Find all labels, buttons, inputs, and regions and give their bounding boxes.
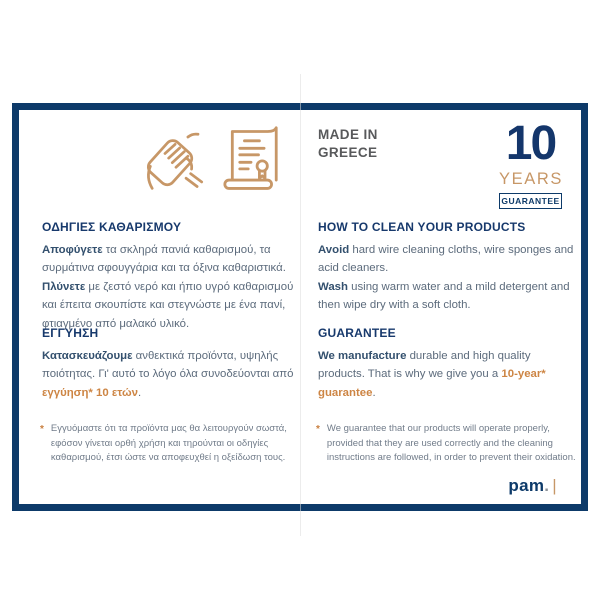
lead-word: Wash	[318, 280, 348, 293]
asterisk-marker: *	[316, 424, 320, 435]
paragraph	[318, 347, 576, 402]
paragraph-text: using warm water and a mild detergent and then wipe dry with a soft cloth.	[318, 280, 570, 312]
section-heading: ΟΔΗΓΙΕΣ ΚΑΘΑΡΙΣΜΟΥ	[42, 220, 182, 234]
ten-years-guarantee-badge	[499, 117, 563, 209]
lead-word: We manufacture	[318, 350, 407, 362]
asterisk-marker: *	[40, 424, 44, 435]
paragraph	[318, 278, 576, 315]
lead-word: Πλύνετε	[42, 280, 86, 293]
section-cleaning-instructions-gr	[42, 220, 304, 333]
paragraph-text: hard wire cleaning cloths, wire sponges and acid cleaners.	[318, 244, 574, 275]
lead-word: Κατασκευάζουμε	[42, 350, 133, 362]
section-heading: GUARANTEE	[318, 326, 396, 340]
paragraph	[318, 241, 576, 278]
paragraph-text: με ζεστό νερό και ήπιο υγρό καθαρισμού και έπειτα σκουπίστε και στεγνώστε με ένα πανί, φτιαγμένο από μαλακό υλικό.	[42, 280, 294, 330]
footnote-text: We guarantee that our products will operate properly, provided that they are used correctly and the cleaning instructions are followed, in order to prevent their oxidation.	[326, 423, 576, 464]
certificate-icon	[221, 124, 281, 195]
footnote-gr	[40, 422, 308, 466]
logo-cursor-bar: |	[552, 476, 557, 495]
section-heading: ΕΓΓΥΗΣΗ	[42, 326, 99, 340]
guarantee-highlight: εγγύηση* 10 ετών	[42, 386, 138, 399]
section-guarantee-gr	[42, 326, 304, 402]
paragraph	[42, 241, 304, 278]
lead-word: Αποφύγετε	[42, 244, 103, 256]
cleaning-cloth-icon	[143, 123, 209, 195]
section-guarantee-en	[318, 326, 576, 402]
paragraph-text: .	[137, 386, 142, 399]
pam-logo	[508, 476, 557, 496]
badge-guarantee-label: GUARANTEE	[499, 193, 562, 209]
logo-dot: .	[544, 476, 550, 495]
made-in-label	[318, 126, 378, 162]
header-icons	[143, 123, 281, 195]
section-cleaning-instructions-en	[318, 220, 576, 315]
paragraph-text: ανθεκτικά προϊόντα, υψηλής ποιότητας. Γι' αυτό το λόγο όλα συνοδεύονται από	[42, 350, 294, 381]
section-heading: HOW TO CLEAN YOUR PRODUCTS	[318, 220, 526, 234]
made-in-line1: MADE IN	[318, 127, 378, 142]
paragraph-text: durable and high quality products. That is why we give you a	[318, 350, 531, 381]
badge-years-label: YEARS	[499, 170, 563, 189]
badge-number: 10	[505, 117, 556, 170]
made-in-line2: GREECE	[318, 145, 378, 161]
paragraph	[42, 347, 304, 402]
card-frame	[12, 103, 588, 511]
paragraph-text: τα σκληρά πανιά καθαρισμού, τα συρμάτινα σφουγγάρια και τα όξινα καθαριστικά.	[42, 244, 286, 275]
footnote-text: Εγγυόμαστε ότι τα προϊόντα μας θα λειτουργούν σωστά, εφόσον γίνεται ορθή χρήση και τηρούνται οι οδηγίες καθαρισμού, έτσι ώστε να αποφευχθεί η οξείδωση τους.	[50, 423, 287, 464]
logo-text: pam	[508, 476, 545, 495]
guarantee-highlight: 10-year* guarantee	[318, 368, 546, 399]
paragraph-text: .	[372, 386, 376, 399]
footnote-en	[316, 422, 582, 466]
lead-word: Avoid	[318, 244, 350, 256]
